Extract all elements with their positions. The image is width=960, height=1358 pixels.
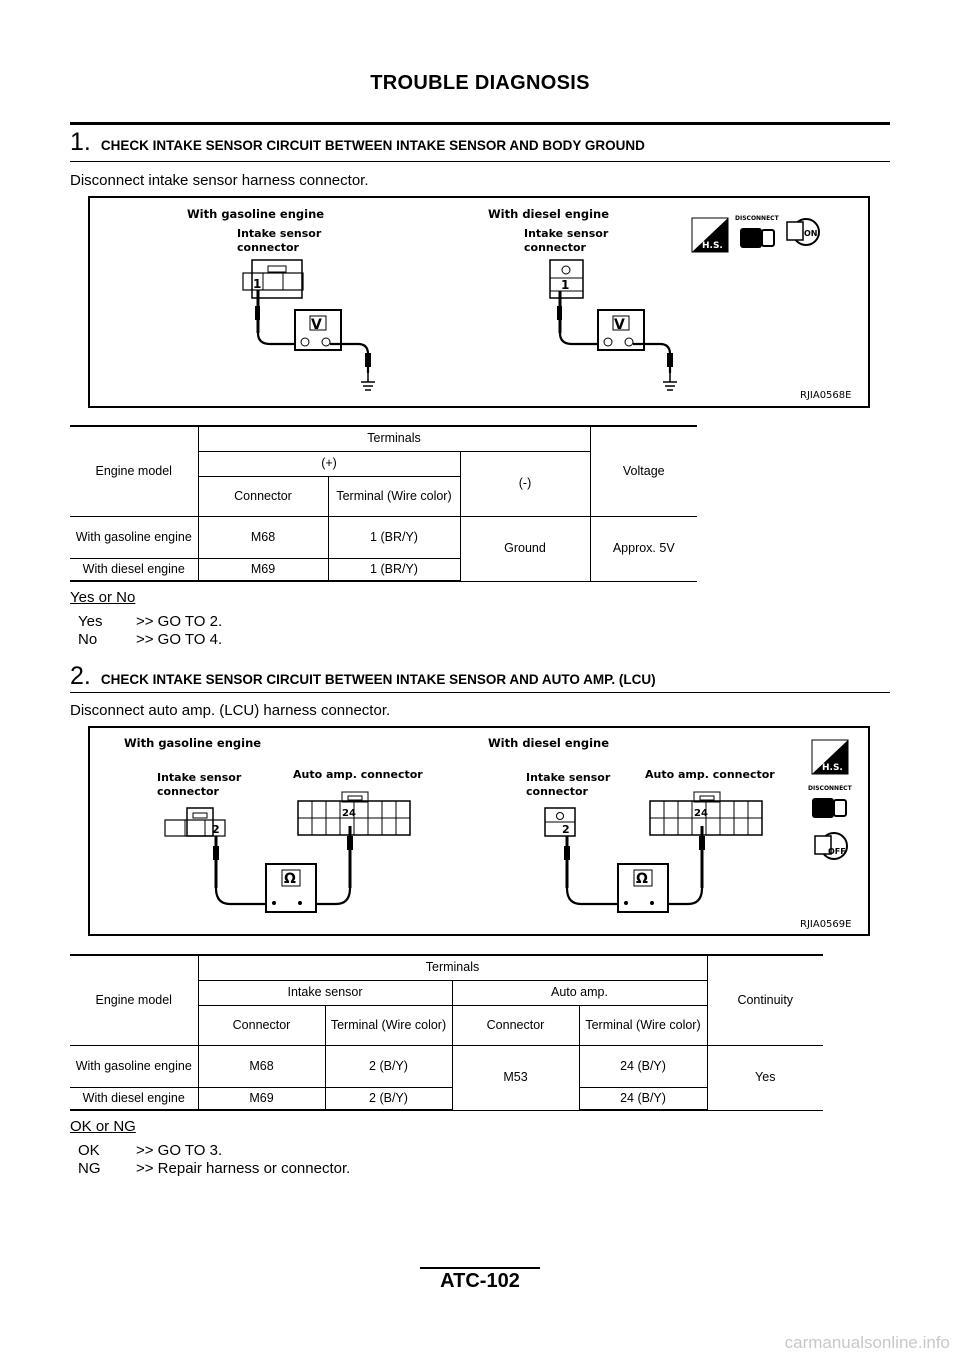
header-continuity: Continuity [707, 955, 823, 1045]
meter-symbol: Ω [284, 871, 296, 887]
pin-number: 24 [342, 808, 356, 819]
cell-continuity: Yes [707, 1045, 823, 1110]
cell-terminal: 2 (B/Y) [325, 1087, 452, 1110]
intake-sensor-connector [243, 260, 303, 298]
auto-amp-connector [650, 792, 762, 835]
result-row [78, 613, 222, 630]
diesel-engine-label: With diesel engine [488, 736, 610, 750]
key-position: ON [804, 229, 818, 238]
cell-terminal: 2 (B/Y) [325, 1045, 452, 1087]
result-action: >> Repair harness or connector. [136, 1160, 351, 1177]
cell-connector: M69 [198, 1087, 325, 1110]
gasoline-engine-label: With gasoline engine [124, 736, 262, 750]
watermark[interactable]: carmanualsonline.info [784, 1333, 950, 1352]
cell-model: With diesel engine [70, 558, 198, 581]
figure-voltage-check [88, 196, 870, 408]
intake-sensor-connector [550, 260, 583, 298]
header-connector: Connector [198, 476, 328, 516]
cell-connector: M68 [198, 516, 328, 558]
header-connector: Connector [452, 1005, 579, 1045]
header-terminal-wire: Terminal (Wire color) [579, 1005, 707, 1045]
continuity-spec-table [70, 954, 823, 1111]
step-1-instruction: Disconnect intake sensor harness connector. [70, 172, 369, 189]
step-2-heading [70, 662, 656, 691]
cell-model: With diesel engine [70, 1087, 198, 1110]
page-number: ATC-102 [440, 1270, 520, 1292]
ignition-key-icon [815, 833, 847, 859]
footer-rule [420, 1267, 540, 1269]
header-connector: Connector [198, 1005, 325, 1045]
result-heading: Yes or No [70, 589, 136, 606]
sensor-connector-label: Intake sensor [157, 771, 242, 784]
cell-terminal: 1 (BR/Y) [328, 558, 460, 581]
disconnect-icon [808, 785, 853, 818]
result-key: No [78, 631, 98, 648]
auto-amp-connector-label: Auto amp. connector [293, 768, 423, 781]
diesel-engine-label: With diesel engine [488, 207, 610, 221]
ohmmeter-icon [618, 864, 668, 912]
step-number: 1. [70, 128, 91, 156]
header-engine-model: Engine model [70, 426, 198, 516]
auto-amp-connector-label: Auto amp. connector [645, 768, 775, 781]
result-action: >> GO TO 4. [136, 631, 223, 648]
cell-connector: M68 [198, 1045, 325, 1087]
hs-label: H.S. [822, 763, 843, 773]
header-engine-model: Engine model [70, 955, 198, 1045]
intake-sensor-connector [545, 808, 575, 836]
result-row [78, 631, 222, 648]
result-key: OK [78, 1142, 100, 1159]
ground-icon [663, 373, 677, 390]
sensor-connector-label: Intake sensor [524, 227, 609, 240]
header-terminal-wire: Terminal (Wire color) [328, 476, 460, 516]
step-1-heading [70, 128, 645, 157]
header-terminals: Terminals [198, 426, 590, 451]
result-row [78, 1142, 222, 1159]
hs-icon [812, 740, 848, 774]
result-heading: OK or NG [70, 1118, 136, 1135]
cell-minus: Ground [460, 516, 590, 581]
sensor-connector-label: connector [157, 785, 219, 798]
voltage-spec-table [70, 425, 697, 582]
pin-number: 1 [561, 278, 570, 292]
cell-voltage: Approx. 5V [590, 516, 697, 581]
header-plus: (+) [198, 451, 460, 476]
hs-icon [692, 218, 728, 252]
sensor-connector-label: connector [526, 785, 588, 798]
sensor-connector-label: Intake sensor [237, 227, 322, 240]
meter-symbol: V [311, 317, 322, 333]
header-minus: (-) [460, 451, 590, 516]
gasoline-engine-label: With gasoline engine [187, 207, 325, 221]
cell-connector: M69 [198, 558, 328, 581]
figure-continuity-check [88, 726, 870, 936]
intake-sensor-connector [165, 808, 225, 836]
sensor-connector-label: connector [237, 241, 299, 254]
step-2-instruction: Disconnect auto amp. (LCU) harness connector. [70, 702, 391, 719]
ignition-key-icon [787, 219, 819, 245]
figure-code: RJIA0568E [800, 390, 852, 401]
step-number: 2. [70, 662, 91, 690]
cell-terminal: 1 (BR/Y) [328, 516, 460, 558]
step-title: CHECK INTAKE SENSOR CIRCUIT BETWEEN INTAKE SENSOR AND AUTO AMP. (LCU) [100, 672, 656, 687]
cell-model: With gasoline engine [70, 1045, 198, 1087]
cell-amp-connector: M53 [452, 1045, 579, 1110]
section-rule [70, 692, 890, 693]
header-intake-sensor: Intake sensor [198, 980, 452, 1005]
result-key: NG [78, 1160, 101, 1177]
pin-number: 2 [562, 823, 570, 836]
header-terminals: Terminals [198, 955, 707, 980]
sensor-connector-label: Intake sensor [526, 771, 611, 784]
sensor-connector-label: connector [524, 241, 586, 254]
header-terminal-wire: Terminal (Wire color) [325, 1005, 452, 1045]
pin-number: 24 [694, 808, 708, 819]
header-voltage: Voltage [590, 426, 697, 516]
meter-symbol: Ω [636, 871, 648, 887]
cell-model: With gasoline engine [70, 516, 198, 558]
cell-amp-terminal: 24 (B/Y) [579, 1087, 707, 1110]
section-rule [70, 161, 890, 162]
disconnect-label: DISCONNECT [735, 215, 779, 222]
result-row [78, 1160, 350, 1177]
ground-icon [361, 373, 375, 390]
page-title: TROUBLE DIAGNOSIS [370, 72, 590, 94]
pin-number: 2 [212, 823, 220, 836]
section-rule [70, 122, 890, 125]
auto-amp-connector [298, 792, 410, 835]
disconnect-icon [735, 215, 780, 248]
disconnect-label: DISCONNECT [808, 785, 852, 792]
figure-code: RJIA0569E [800, 919, 852, 930]
header-auto-amp: Auto amp. [452, 980, 707, 1005]
pin-number: 1 [253, 277, 262, 291]
result-action: >> GO TO 3. [136, 1142, 223, 1159]
cell-amp-terminal: 24 (B/Y) [579, 1045, 707, 1087]
result-key: Yes [78, 613, 103, 630]
hs-label: H.S. [702, 241, 723, 251]
step-title: CHECK INTAKE SENSOR CIRCUIT BETWEEN INTAKE SENSOR AND BODY GROUND [100, 138, 645, 153]
meter-symbol: V [614, 317, 625, 333]
ohmmeter-icon [266, 864, 316, 912]
result-action: >> GO TO 2. [136, 613, 223, 630]
key-position: OFF [828, 847, 846, 856]
